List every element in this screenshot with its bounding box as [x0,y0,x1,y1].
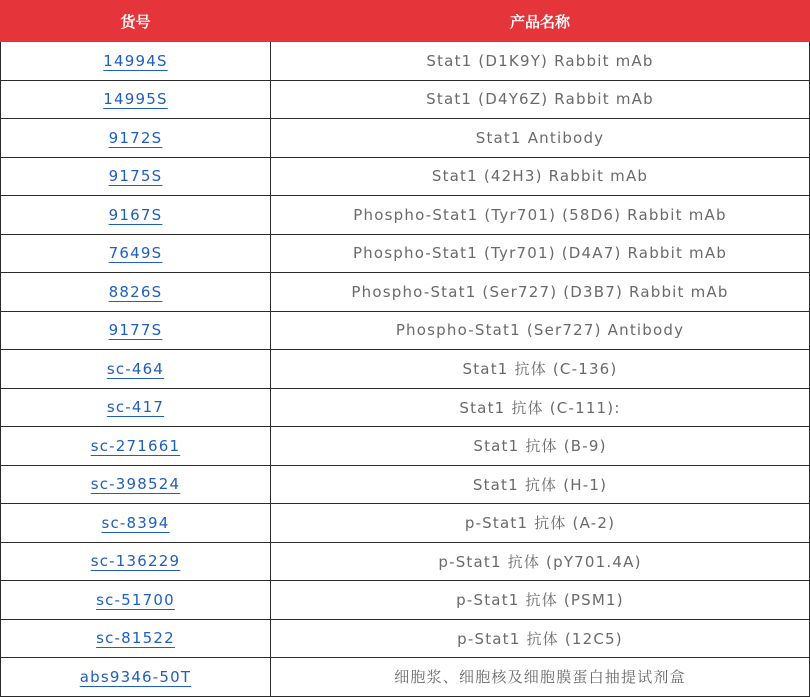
table-row [1,465,810,504]
product-name-cell: Stat1 抗体 (H-1) [271,465,810,504]
table-row [1,42,810,81]
table-row [1,157,810,196]
sku-cell [1,658,271,697]
sku-link[interactable]: 14995S [103,90,168,109]
product-name-cell: Stat1 (42H3) Rabbit mAb [271,157,810,196]
sku-link[interactable]: sc-51700 [96,590,175,609]
sku-link[interactable]: 9172S [108,128,163,147]
product-name-cell: Phospho-Stat1 (Tyr701) (D4A7) Rabbit mAb [271,234,810,273]
product-name-cell: Phospho-Stat1 (Ser727) (D3B7) Rabbit mAb [271,273,810,312]
sku-cell [1,157,271,196]
sku-link[interactable]: sc-398524 [90,475,181,494]
table-row [1,658,810,697]
sku-cell [1,234,271,273]
sku-link[interactable]: 7649S [108,244,163,263]
sku-cell [1,427,271,466]
product-name-cell: Stat1 Antibody [271,119,810,158]
product-name-cell: p-Stat1 抗体 (PSM1) [271,581,810,620]
table-row [1,119,810,158]
table-row [1,581,810,620]
sku-link[interactable]: 9175S [108,167,163,186]
table-row [1,504,810,543]
sku-cell [1,465,271,504]
sku-link[interactable]: 14994S [103,51,168,70]
sku-link[interactable]: sc-81522 [96,629,175,648]
column-header-sku: 货号 [1,1,271,42]
sku-link[interactable]: sc-271661 [90,436,181,455]
table-row [1,311,810,350]
table-row [1,388,810,427]
product-name-cell: Stat1 抗体 (C-136) [271,350,810,389]
sku-cell [1,311,271,350]
sku-cell [1,504,271,543]
table-row [1,350,810,389]
sku-cell [1,388,271,427]
product-name-cell: Stat1 (D1K9Y) Rabbit mAb [271,42,810,81]
product-name-cell: Phospho-Stat1 (Ser727) Antibody [271,311,810,350]
product-name-cell: 细胞浆、细胞核及细胞膜蛋白抽提试剂盒 [271,658,810,697]
table-row [1,273,810,312]
table-row [1,196,810,235]
product-name-cell: p-Stat1 抗体 (12C5) [271,619,810,658]
sku-link[interactable]: abs9346-50T [79,667,192,686]
product-name-cell: p-Stat1 抗体 (pY701.4A) [271,542,810,581]
sku-cell [1,119,271,158]
sku-link[interactable]: sc-8394 [101,513,170,532]
sku-link[interactable]: 8826S [108,282,163,301]
product-name-cell: Stat1 抗体 (C-111): [271,388,810,427]
sku-cell [1,542,271,581]
sku-cell [1,273,271,312]
table-row [1,427,810,466]
sku-link[interactable]: 9177S [108,321,163,340]
sku-link[interactable]: sc-464 [106,359,165,378]
table-row [1,80,810,119]
sku-cell [1,619,271,658]
sku-link[interactable]: 9167S [108,205,163,224]
product-name-cell: p-Stat1 抗体 (A-2) [271,504,810,543]
sku-link[interactable]: sc-417 [106,398,165,417]
table-row [1,619,810,658]
table-row [1,542,810,581]
sku-cell [1,196,271,235]
sku-cell [1,581,271,620]
product-name-cell: Stat1 抗体 (B-9) [271,427,810,466]
sku-cell [1,350,271,389]
table-header-row [1,1,810,42]
sku-cell [1,42,271,81]
table-row [1,234,810,273]
product-name-cell: Phospho-Stat1 (Tyr701) (58D6) Rabbit mAb [271,196,810,235]
column-header-product-name: 产品名称 [271,1,810,42]
sku-cell [1,80,271,119]
sku-link[interactable]: sc-136229 [90,552,181,571]
product-name-cell: Stat1 (D4Y6Z) Rabbit mAb [271,80,810,119]
